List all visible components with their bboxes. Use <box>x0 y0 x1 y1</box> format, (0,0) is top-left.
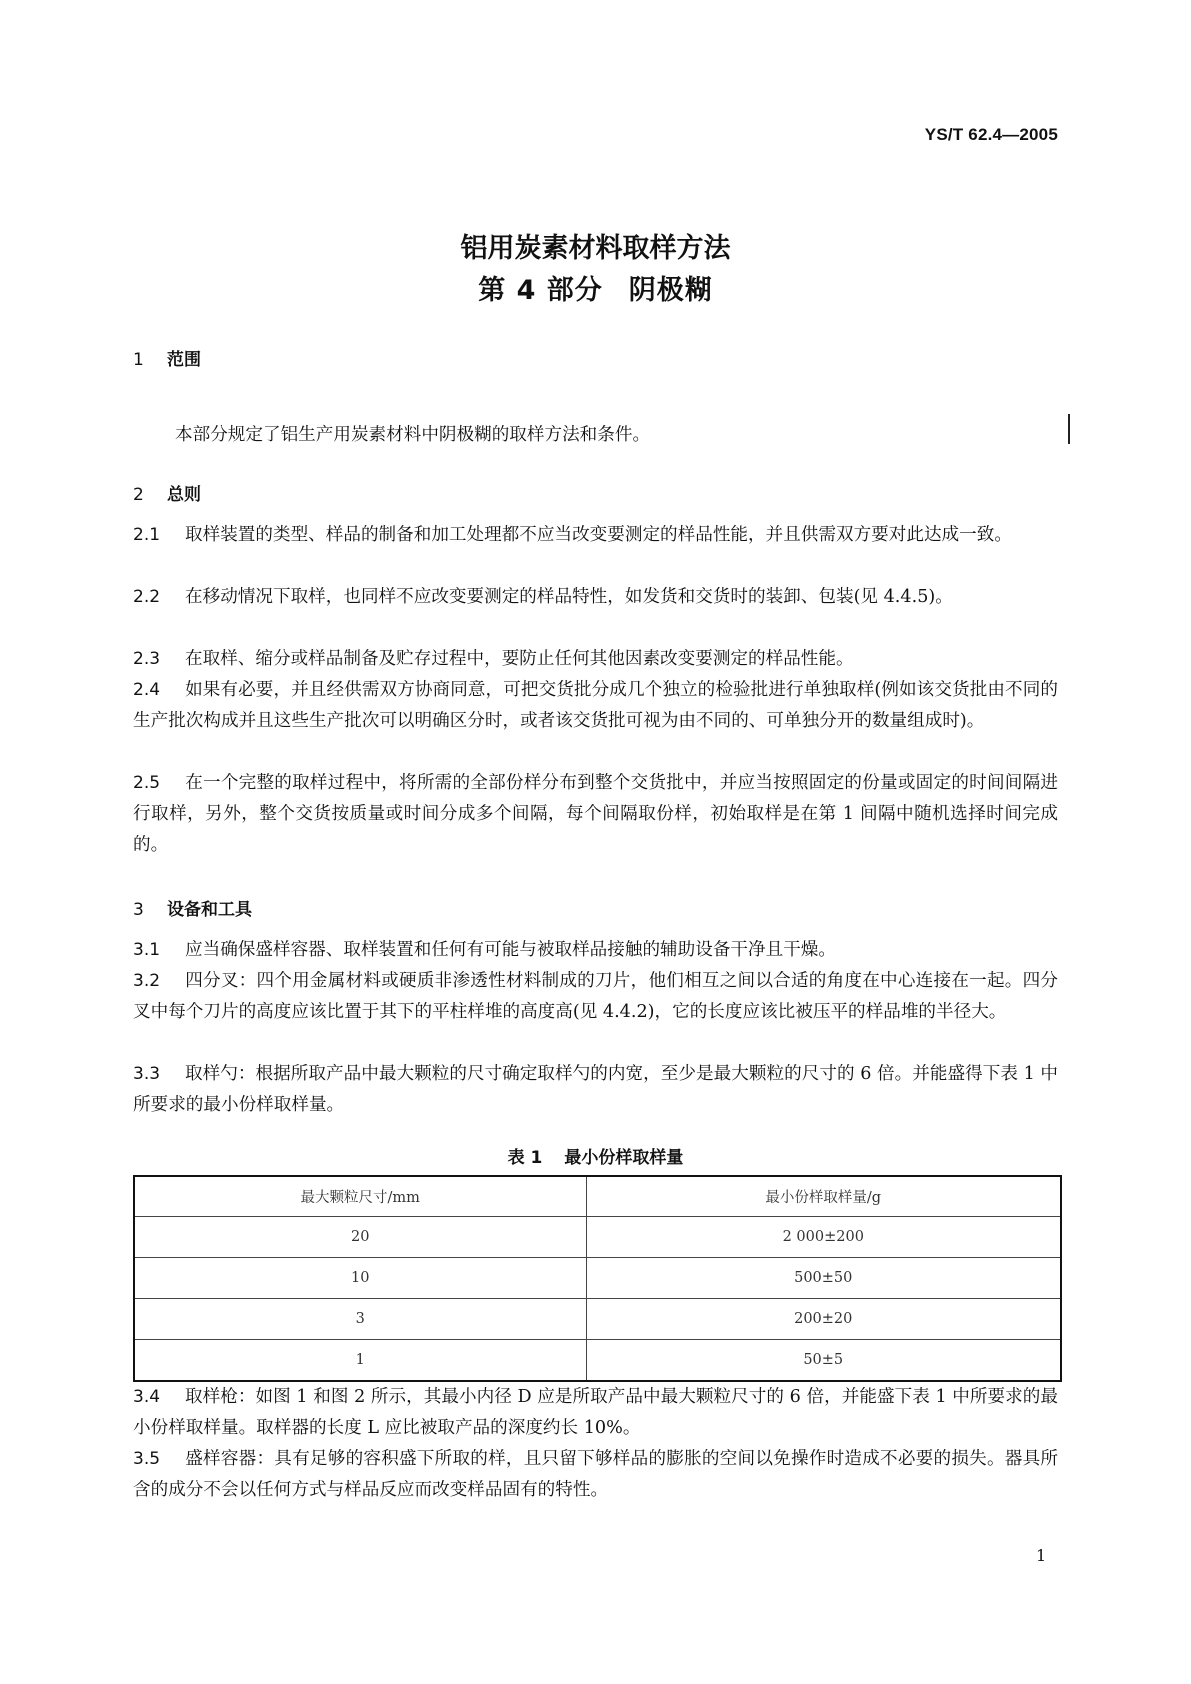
table-cell: 50±5 <box>586 1340 1061 1382</box>
clause-text: 取样装置的类型、样品的制备和加工处理都不应当改变要测定的样品性能，并且供需双方要对此达成一致。 <box>185 525 1012 545</box>
clause-text: 在一个完整的取样过程中，将所需的全部份样分布到整个交货批中，并应当按照固定的份量或固定的时间间隔进行取样，另外，整个交货按质量或时间分成多个间隔，每个间隔取份样，初始取样是在第 1 间隔中随机选择时间完成的。 <box>133 773 1058 855</box>
clause-text: 四分叉：四个用金属材料或硬质非渗透性材料制成的刀片，他们相互之间以合适的角度在中心连接在一起。四分叉中每个刀片的高度应该比置于其下的平柱样堆的高度高(见 4.4.2)，它的长度应该比被压平的样品堆的半径大。 <box>133 971 1058 1022</box>
clause-3-2 <box>133 966 1058 1028</box>
clause-3-5 <box>133 1444 1058 1506</box>
clause-2-2 <box>133 582 1058 613</box>
section-heading-2 <box>133 480 201 505</box>
clause-2-3 <box>133 644 1058 675</box>
clause-text: 应当确保盛样容器、取样装置和任何有可能与被取样品接触的辅助设备干净且干燥。 <box>185 940 836 960</box>
clause-number: 2.4 <box>133 680 161 700</box>
table-row <box>134 1217 1061 1258</box>
clause-text: 取样枪：如图 1 和图 2 所示，其最小内径 D 应是所取产品中最大颗粒尺寸的 6 倍，并能盛下表 1 中所要求的最小份样取样量。取样器的长度 L 应比被取产品的深度约长 10%。 <box>133 1387 1058 1438</box>
column-header-min-increment-mass: 最小份样取样量/g <box>586 1176 1061 1217</box>
section-1-text: 本部分规定了铝生产用炭素材料中阴极糊的取样方法和条件。 <box>175 425 651 445</box>
clause-3-3 <box>133 1059 1058 1121</box>
section-number: 2 <box>133 485 144 505</box>
clause-text: 盛样容器：具有足够的容积盛下所取的样，且只留下够样品的膨胀的空间以免操作时造成不必要的损失。器具所含的成分不会以任何方式与样品反应而改变样品固有的特性。 <box>133 1449 1058 1500</box>
table-caption-number: 表 1 <box>507 1148 543 1168</box>
clause-number: 2.2 <box>133 587 161 607</box>
title-line-1: 铝用炭素材料取样方法 <box>460 233 731 264</box>
table-cell: 3 <box>134 1299 586 1340</box>
section-title: 范围 <box>167 350 201 370</box>
section-heading-3 <box>133 895 252 920</box>
section-title: 总则 <box>167 485 201 505</box>
table-row <box>134 1299 1061 1340</box>
table-row <box>134 1340 1061 1382</box>
table-header-row <box>134 1176 1061 1217</box>
section-number: 1 <box>133 350 144 370</box>
column-header-max-particle-size: 最大颗粒尺寸/mm <box>134 1176 586 1217</box>
clause-number: 2.1 <box>133 525 161 545</box>
page-number: 1 <box>1036 1546 1047 1565</box>
title-line-2 <box>0 270 1191 312</box>
table-cell: 500±50 <box>586 1258 1061 1299</box>
table-caption-title: 最小份样取样量 <box>564 1148 684 1168</box>
clause-number: 3.2 <box>133 971 161 991</box>
table-1-caption <box>0 1143 1191 1168</box>
clause-number: 2.3 <box>133 649 161 669</box>
clause-text: 在移动情况下取样，也同样不应改变要测定的样品特性，如发货和交货时的装卸、包装(见 4.4.5)。 <box>185 587 953 607</box>
clause-text: 取样勺：根据所取产品中最大颗粒的尺寸确定取样勺的内宽，至少是最大颗粒的尺寸的 6 倍。并能盛得下表 1 中所要求的最小份样取样量。 <box>133 1064 1058 1115</box>
clause-text: 在取样、缩分或样品制备及贮存过程中，要防止任何其他因素改变要测定的样品性能。 <box>185 649 854 669</box>
section-number: 3 <box>133 900 144 920</box>
clause-number: 3.1 <box>133 940 161 960</box>
section-title: 设备和工具 <box>167 900 252 920</box>
table-cell: 200±20 <box>586 1299 1061 1340</box>
clause-2-1 <box>133 520 1058 551</box>
clause-3-1 <box>133 935 1058 966</box>
section-heading-1 <box>133 345 201 370</box>
table-1 <box>133 1175 1062 1382</box>
clause-text: 如果有必要，并且经供需双方协商同意，可把交货批分成几个独立的检验批进行单独取样(例如该交货批由不同的生产批次构成并且这些生产批次可以明确区分时，或者该交货批可视为由不同的、可单独分开的数量组成时)。 <box>133 680 1058 731</box>
table-cell: 2 000±200 <box>586 1217 1061 1258</box>
table-row <box>134 1258 1061 1299</box>
table-cell: 20 <box>134 1217 586 1258</box>
clause-2-5 <box>133 768 1058 861</box>
document-title <box>0 228 1191 312</box>
clause-number: 2.5 <box>133 773 161 793</box>
standard-code: YS/T 62.4—2005 <box>924 125 1058 144</box>
clause-3-4 <box>133 1382 1058 1444</box>
clause-2-4 <box>133 675 1058 737</box>
clause-number: 3.3 <box>133 1064 161 1084</box>
title-part-number: 第 4 部分 <box>478 275 603 306</box>
revision-bar <box>1068 414 1070 444</box>
table-cell: 10 <box>134 1258 586 1299</box>
table-cell: 1 <box>134 1340 586 1382</box>
clause-number: 3.4 <box>133 1387 161 1407</box>
title-part-name: 阴极糊 <box>628 275 713 306</box>
clause-number: 3.5 <box>133 1449 161 1469</box>
